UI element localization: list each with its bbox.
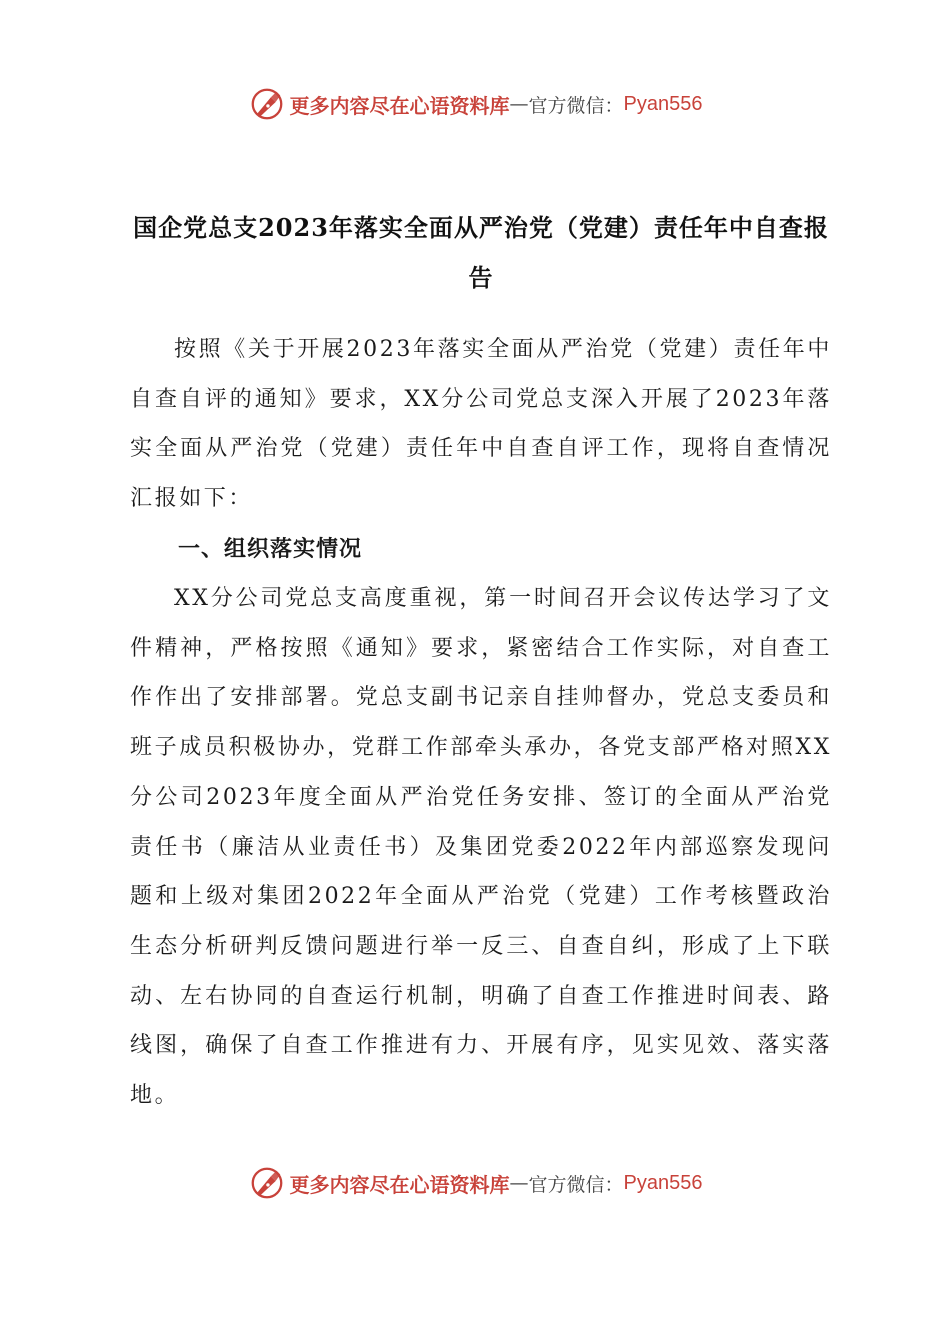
watermark-main-text: 更多内容尽在心语资料库 [289,93,510,118]
fountain-pen-icon [248,85,286,123]
intro-paragraph: 按照《关于开展2023年落实全面从严治党（党建）责任年中自查自评的通知》要求，XX分公司党总支深入开展了2023年落实全面从严治党（党建）责任年中自查自评工作，现将自查情况汇报如下： [130,337,832,512]
section-heading: 一、组织落实情况 [178,536,363,562]
document-title: 国企党总支2023年落实全面从严治党（党建）责任年中自查报告 [133,213,829,292]
watermark-separator: — [509,93,529,115]
watermark-banner-bottom [0,1161,950,1205]
watermark-separator: — [509,1172,529,1194]
watermark-banner-top [0,82,950,126]
section-paragraph: XX分公司党总支高度重视，第一时间召开会议传达学习了文件精神，严格按照《通知》要求，紧密结合工作实际，对自查工作作出了安排部署。党总支副书记亲自挂帅督办，党总支委员和班子成员积极协办，党群工作部牵头承办，各党支部严格对照XX分公司2023年度全面从严治党任务安排、签订的全面从严治党责任书（廉洁从业责任书）及集团党委2022年内部巡察发现问题和上级对集团2022年全面从严治党（党建）工作考核暨政治生态分析研判反馈问题进行举一反三、自查自纠，形成了上下联动、左右协同的自查运行机制，明确了自查工作推进时间表、路线图，确保了自查工作推进有力、开展有序，见实见效、落实落地。 [130,586,832,1109]
watermark-wechat-id: Pyan556 [623,92,703,115]
watermark-wechat-id: Pyan556 [623,1171,703,1194]
fountain-pen-icon [248,1164,286,1202]
watermark-main-text: 更多内容尽在心语资料库 [289,1172,510,1197]
watermark-sub-text: 官方微信： [528,1173,624,1196]
watermark-sub-text: 官方微信： [528,94,624,117]
